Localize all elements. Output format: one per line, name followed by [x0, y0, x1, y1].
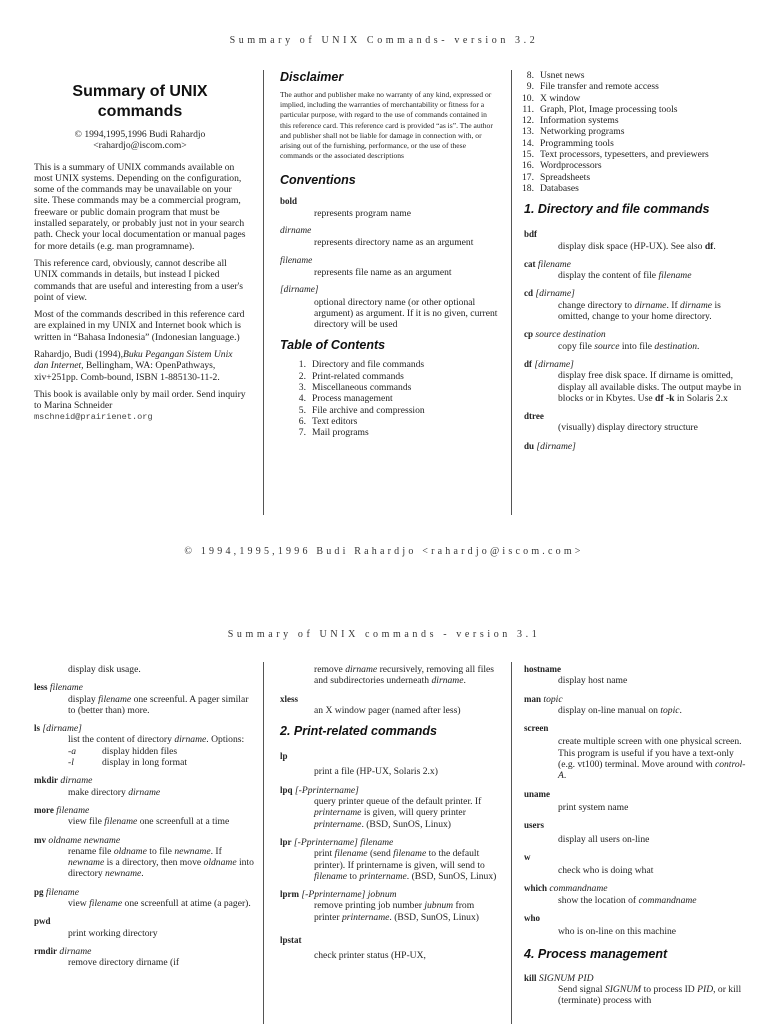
desc-arg: dirname — [345, 664, 378, 675]
command-desc — [280, 900, 498, 923]
command-name: du — [524, 440, 535, 451]
command-entry-cd — [524, 288, 746, 322]
desc-arg: filename — [104, 816, 138, 828]
desc-text: view file — [68, 816, 102, 828]
toc-number: 9. — [526, 81, 534, 93]
toc-heading: Table of Contents — [280, 338, 386, 353]
option-desc: display in long format — [102, 757, 187, 769]
toc-label: Text processors, typesetters, and previewers — [540, 149, 709, 161]
command-desc: check who is doing what — [558, 865, 654, 877]
desc-text: display the content of file — [558, 270, 657, 282]
order-email: mschneid@prairienet.org — [34, 411, 153, 422]
intro-paragraph: This is a summary of UNIX commands available on most UNIX systems. Depending on the configuration, some of the commands may be unavailable on your site. These commands may be a commercial program, freeware or public domain program that must be installed separately, or probably just not in your search path. Check your local documentation or manual pages for more details (e.g. man programname). — [34, 161, 246, 252]
column-divider — [263, 70, 264, 515]
desc-text: . — [563, 770, 567, 782]
command-name: xless — [280, 693, 298, 704]
book-paragraph: Most of the commands described in this reference card are explained in my UNIX and Internet book which is written in “Bahasa Indonesia” (Indonesian language.) — [34, 309, 245, 343]
toc-label: Databases — [540, 182, 579, 194]
desc-arg: SIGNUM — [604, 983, 642, 995]
disclaimer-heading: Disclaimer — [280, 70, 344, 84]
desc-text: in Solaris 2.x — [676, 392, 728, 404]
command-arg: filename — [49, 682, 83, 694]
command-name: lpstat — [280, 935, 302, 946]
toc-label: Directory and file commands — [312, 359, 425, 371]
toc-number: 11. — [522, 103, 534, 115]
toc-number: 12. — [522, 115, 534, 127]
desc-arg: jubnum — [424, 900, 454, 912]
command-desc: display disk usage. — [68, 664, 141, 675]
desc-text: remove printing job number — [314, 900, 422, 912]
desc-arg: control-A — [558, 759, 746, 782]
convention-term: filename — [280, 255, 313, 266]
command-arg: commandname — [549, 883, 608, 895]
intro-column — [34, 82, 246, 422]
option-row — [34, 746, 254, 757]
desc-text: print — [314, 848, 333, 860]
command-entry-mv — [34, 835, 254, 880]
command-desc — [524, 705, 746, 716]
command-desc: who is on-line on this machine — [558, 926, 677, 938]
toc-label: Usnet news — [540, 70, 585, 81]
command-desc — [524, 895, 746, 906]
command-name: mkdir — [34, 775, 59, 786]
desc-text: to the default printer). If printername is given, will send to — [314, 848, 485, 871]
disclaimer-text: The author and publisher make no warranty of any kind, expressed or implied, including the warranties of merchantability or fitness for a particular purpose, with regard to the use of commands contained in this reference card. This reference card is provided “as is”. The author and publisher shall not be liable for damage in connection with, or arising out of the furnishing, performance, or the use of these commands or the associated descriptions — [280, 90, 493, 161]
desc-arg: dirname — [634, 299, 667, 311]
toc-item — [280, 405, 498, 416]
toc-label: Spreadsheets — [540, 171, 591, 183]
toc-item — [506, 93, 746, 104]
toc-item — [280, 427, 498, 438]
toc-label: Wordprocessors — [540, 160, 602, 172]
command-arg: [dirname] — [536, 440, 576, 452]
command-name: users — [524, 820, 544, 831]
desc-arg: printername — [359, 870, 407, 882]
toc-number: 17. — [522, 171, 534, 183]
command-name: less — [34, 682, 48, 693]
column-divider — [263, 662, 264, 1024]
ref-title: Buku Pegangan Sistem Unix dan Internet — [34, 349, 233, 372]
author-email: <rahardjo@iscom.com> — [93, 140, 187, 152]
toc-item — [280, 393, 498, 404]
command-name: hostname — [524, 664, 562, 674]
toc-number: 6. — [298, 415, 306, 427]
desc-arg: oldname — [203, 857, 237, 869]
desc-text: into file — [621, 340, 652, 352]
toc-item — [506, 104, 746, 115]
desc-text: create multiple screen with one physical screen. This program is useful if you have a text-only (e.g. vt100) terminal. Move around with — [558, 736, 742, 771]
command-name: man — [524, 693, 542, 704]
desc-arg: commandname — [638, 894, 697, 906]
command-desc: print working directory — [68, 927, 158, 939]
toc-label: Process management — [312, 393, 393, 405]
commands-column-middle — [280, 664, 498, 962]
command-desc: check printer status (HP-UX, — [314, 950, 426, 962]
convention-item — [280, 256, 498, 279]
command-arg: [dirname] — [42, 723, 82, 735]
copyright: © 1994,1995,1996 Budi Rahardjo — [74, 129, 206, 140]
command-arg: [-Pprintername] jobnum — [301, 889, 397, 901]
command-entry-man — [524, 694, 746, 717]
command-name: rmdir — [34, 945, 57, 956]
toc-number: 3. — [298, 381, 306, 393]
command-name: cp — [524, 329, 533, 340]
command-desc — [34, 898, 254, 909]
toc-number: 5. — [298, 404, 306, 416]
command-desc: display host name — [558, 675, 628, 687]
convention-term: dirname — [280, 226, 312, 237]
option-desc: display hidden files — [102, 745, 178, 757]
commands-column — [506, 70, 746, 452]
toc-number: 10. — [522, 92, 534, 104]
command-name: kill — [524, 972, 537, 983]
desc-arg: dirname — [174, 734, 207, 746]
desc-text: change directory to — [558, 299, 633, 311]
toc-label: Print-related commands — [312, 370, 404, 382]
desc-text: rename file — [68, 845, 112, 857]
commands-column-left — [34, 664, 254, 969]
convention-desc: represents file name as an argument — [314, 266, 452, 278]
command-name: bdf — [524, 229, 538, 240]
convention-desc: represents program name — [314, 207, 411, 219]
toc-label: Miscellaneous commands — [312, 381, 412, 393]
desc-text: . — [679, 704, 682, 716]
command-arg: dirname — [59, 945, 92, 957]
command-name: pwd — [34, 916, 51, 927]
ref-details: , Bellingham, WA: OpenPathways, xiv+251pp. Comb-bound, ISBN 1-885130-11-2. — [34, 360, 220, 383]
desc-text: . — [141, 868, 144, 880]
page-header: Summary of UNIX commands - version 3.1 — [227, 629, 541, 640]
command-name: cd — [524, 288, 533, 299]
convention-term: bold — [280, 196, 298, 207]
desc-text: make directory — [68, 786, 126, 798]
desc-arg: dirname — [680, 299, 713, 311]
desc-arg: filename — [89, 898, 123, 910]
command-name: mv — [34, 834, 46, 845]
command-entry-kill — [524, 973, 746, 1007]
toc-item — [506, 81, 746, 92]
title-line-2: commands — [97, 103, 183, 120]
command-arg: oldname newname — [48, 834, 121, 846]
command-name: uname — [524, 788, 551, 799]
command-entry-lpstat — [280, 935, 498, 962]
command-arg: source destination — [535, 329, 606, 341]
convention-term: [dirname] — [280, 285, 319, 296]
desc-arg: dirname — [431, 675, 464, 687]
desc-text: . — [697, 340, 700, 352]
toc-number: 14. — [522, 137, 534, 149]
command-entry-xless — [280, 694, 498, 717]
command-entry-du — [524, 441, 746, 452]
toc-label: Programming tools — [540, 137, 614, 149]
toc-label: X window — [540, 92, 581, 104]
command-desc — [34, 734, 254, 745]
desc-ref: df — [704, 240, 714, 252]
command-desc — [524, 300, 746, 323]
convention-item — [280, 226, 498, 249]
command-entry-lpr — [280, 837, 498, 882]
toc-number: 18. — [522, 182, 534, 194]
toc-continued — [506, 70, 746, 194]
desc-text: . If — [210, 845, 222, 857]
toc-item — [280, 416, 498, 427]
desc-arg: filename — [314, 870, 348, 882]
toc-item — [506, 149, 746, 160]
option-flag: -l — [68, 757, 74, 769]
command-entry-less — [34, 682, 254, 716]
toc-item — [506, 183, 746, 194]
title-line-1: Summary of UNIX — [72, 83, 208, 100]
desc-arg: filename — [658, 270, 692, 282]
command-entry-ls — [34, 723, 254, 768]
command-entry-lprm — [280, 889, 498, 923]
command-name: lp — [280, 751, 288, 762]
convention-item — [280, 285, 498, 330]
desc-text: view — [68, 898, 87, 910]
desc-arg: PID — [697, 983, 714, 995]
toc-label: Text editors — [312, 415, 358, 427]
command-entry-lpq — [280, 785, 498, 830]
section-heading-process: 4. Process management — [524, 946, 668, 961]
desc-option: df -k — [655, 392, 675, 404]
toc-label: Graph, Plot, Image processing tools — [540, 103, 678, 115]
desc-text: to file — [149, 845, 172, 857]
desc-text: is a directory, then move — [106, 857, 202, 869]
toc-item — [506, 160, 746, 171]
toc-item — [506, 138, 746, 149]
desc-text: to process ID — [643, 983, 695, 995]
toc-label: File archive and compression — [312, 404, 425, 416]
command-name: pg — [34, 886, 44, 897]
ref-author: Rahardjo, Budi (1994), — [34, 349, 123, 361]
toc-number: 15. — [522, 149, 534, 161]
command-name: ls — [34, 723, 41, 734]
desc-text: . — [463, 675, 466, 687]
page-header: Summary of UNIX Commands- version 3.2 — [229, 35, 539, 46]
command-arg: [-Pprintername] — [294, 784, 359, 796]
section-heading-print: 2. Print-related commands — [280, 724, 437, 739]
command-desc — [34, 816, 254, 827]
toc-number: 1. — [298, 359, 306, 371]
toc-item — [280, 382, 498, 393]
command-name: w — [524, 851, 531, 862]
convention-item — [280, 196, 498, 219]
document-title — [34, 82, 246, 122]
desc-text: show the location of — [558, 894, 637, 906]
toc-item — [506, 115, 746, 126]
desc-arg: printername — [341, 911, 390, 923]
desc-text: recursively, removing all files and subdirectories underneath — [314, 664, 495, 687]
convention-desc: represents directory name as an argument — [314, 237, 474, 249]
command-name: lprm — [280, 889, 299, 900]
desc-text: from printer — [314, 900, 475, 923]
command-desc: an X window pager (named after less) — [314, 704, 461, 716]
command-entry-lp — [280, 751, 498, 778]
desc-arg: topic — [660, 704, 680, 716]
toc-number: 2. — [298, 370, 306, 382]
command-arg: SIGNUM PID — [538, 972, 594, 984]
desc-text: remove — [314, 664, 343, 675]
conventions-list — [280, 196, 498, 330]
command-entry-cp — [524, 329, 746, 352]
desc-text: . (BSD, SunOS, Linux) — [389, 911, 479, 923]
command-name: dtree — [524, 411, 544, 422]
desc-arg: newname — [68, 857, 105, 869]
desc-arg: dirname — [128, 786, 161, 798]
command-desc: display all users on-line — [558, 833, 650, 845]
command-entry-mkdir — [34, 775, 254, 798]
scope-paragraph: This reference card, obviously, cannot describe all UNIX commands in details, but instead I picked commands that are useful and interesting from a user's point of view. — [34, 257, 243, 303]
command-name: lpr — [280, 836, 292, 847]
command-desc: print a file (HP-UX, Solaris 2.x) — [314, 766, 438, 778]
command-desc — [524, 370, 746, 404]
command-desc — [524, 984, 746, 1007]
desc-text: , or kill (terminate) process with — [558, 983, 742, 1007]
desc-arg: destination — [654, 340, 698, 352]
disclaimer-column — [280, 70, 498, 438]
command-arg: filename — [537, 258, 571, 270]
command-desc — [524, 341, 746, 352]
desc-text: is omitted, change to your home directory. — [558, 299, 721, 323]
command-entry-df — [524, 359, 746, 404]
command-name: cat — [524, 258, 536, 269]
toc-label: Information systems — [540, 115, 619, 127]
toc-number: 8. — [526, 70, 534, 81]
command-entry-rmdir — [34, 946, 254, 969]
toc-label: File transfer and remote access — [540, 81, 659, 93]
order-paragraph: This book is available only by mail order. Send inquiry to Marina Schneider — [34, 388, 246, 412]
command-arg: filename — [56, 804, 90, 816]
desc-text: to — [349, 870, 357, 882]
desc-arg: oldname — [113, 845, 147, 857]
toc-number: 7. — [298, 427, 306, 439]
command-desc: (visually) display directory structure — [558, 422, 698, 434]
desc-text: . (BSD, SunOS, Linux) — [361, 818, 451, 830]
toc-item — [506, 172, 746, 183]
command-desc — [524, 270, 746, 281]
command-entry-more — [34, 805, 254, 828]
command-list — [506, 229, 746, 452]
desc-text: display disk space (HP-UX). See also — [558, 240, 703, 252]
convention-desc: optional directory name (or other optional argument) as argument. If it is no given, current directory will be used — [314, 296, 498, 331]
command-arg: dirname — [60, 775, 93, 787]
book-reference — [34, 349, 246, 383]
command-entry-w — [524, 852, 746, 877]
command-desc — [524, 736, 746, 781]
desc-arg: source — [594, 340, 620, 352]
command-desc — [34, 694, 254, 717]
command-entry-cat — [524, 259, 746, 282]
toc-item — [506, 70, 746, 81]
desc-text: one screenfull at atime (a pager). — [124, 898, 251, 910]
desc-text: display — [68, 693, 96, 705]
command-arg: [dirname] — [535, 288, 575, 300]
desc-arg: printername — [314, 818, 362, 830]
toc-label: Mail programs — [312, 427, 369, 439]
command-entry-screen — [524, 723, 746, 781]
desc-text: one screenfull at a time — [139, 816, 230, 828]
command-desc: remove directory dirname (if — [68, 957, 180, 969]
toc-label: Networking programs — [540, 126, 625, 138]
desc-text: into directory — [68, 857, 254, 880]
command-desc: display disk space (HP-UX). See also df. — [558, 240, 716, 252]
conventions-heading: Conventions — [280, 173, 356, 188]
desc-text: list the content of directory — [68, 734, 172, 746]
command-entry-uname — [524, 789, 746, 814]
desc-arg: filename — [98, 693, 132, 705]
command-arg: [dirname] — [534, 358, 574, 370]
option-flag: -a — [68, 745, 76, 757]
desc-arg: newname — [105, 868, 142, 880]
toc-item — [506, 126, 746, 137]
command-name: screen — [524, 723, 549, 734]
toc-item — [280, 359, 498, 370]
desc-arg: filename — [334, 848, 368, 860]
command-entry-hostname — [524, 664, 746, 687]
desc-text: one screenful. A pager similar to (better than) more. — [68, 693, 249, 716]
command-entry-users — [524, 820, 746, 845]
command-desc: print system name — [558, 801, 629, 813]
desc-text: display on-line manual on — [558, 704, 658, 716]
page-footer: © 1994,1995,1996 Budi Rahardjo <rahardjo@iscom.com> — [184, 546, 584, 557]
desc-text: Send signal — [558, 983, 603, 995]
command-desc — [34, 846, 254, 880]
command-desc — [34, 787, 254, 798]
toc-list — [280, 359, 498, 438]
desc-text: . Options: — [206, 734, 245, 746]
toc-number: 4. — [298, 393, 306, 405]
command-entry-who — [524, 913, 746, 938]
commands-column-right — [524, 664, 746, 1007]
command-desc — [280, 796, 498, 830]
command-desc — [280, 664, 498, 687]
section-heading-directory: 1. Directory and file commands — [524, 202, 710, 217]
command-arg: topic — [543, 693, 563, 705]
toc-number: 16. — [522, 160, 534, 172]
command-arg: filename — [45, 886, 79, 898]
option-row — [34, 757, 254, 768]
desc-text: query printer queue of the default printer. If — [314, 796, 482, 808]
command-entry-pwd — [34, 916, 254, 939]
toc-number: 13. — [522, 126, 534, 138]
command-name: lpq — [280, 784, 293, 795]
command-name: more — [34, 804, 54, 815]
desc-arg: newname — [174, 845, 211, 857]
command-entry-pg — [34, 887, 254, 910]
command-arg: [-Pprintername] filename — [293, 836, 394, 848]
column-divider — [511, 662, 512, 1024]
command-entry-bdf — [524, 229, 746, 252]
desc-text: display free disk space. If dirname is omitted, display all available disks. The output maybe in blocks or in Kbytes. Use — [558, 370, 742, 404]
desc-text: is given, will query printer — [363, 807, 466, 819]
desc-text: (send — [369, 848, 391, 860]
desc-arg: filename — [393, 848, 427, 860]
desc-text: . If — [666, 299, 678, 311]
desc-arg: printername — [314, 807, 362, 819]
command-name: who — [524, 913, 541, 924]
command-desc — [280, 848, 498, 882]
command-name: df — [524, 358, 533, 369]
desc-text: . (BSD, SunOS, Linux) — [406, 870, 497, 882]
command-entry-which — [524, 883, 746, 906]
toc-item — [280, 371, 498, 382]
command-entry-dtree — [524, 411, 746, 434]
command-name: which — [524, 883, 548, 894]
desc-text: copy file — [558, 340, 592, 352]
